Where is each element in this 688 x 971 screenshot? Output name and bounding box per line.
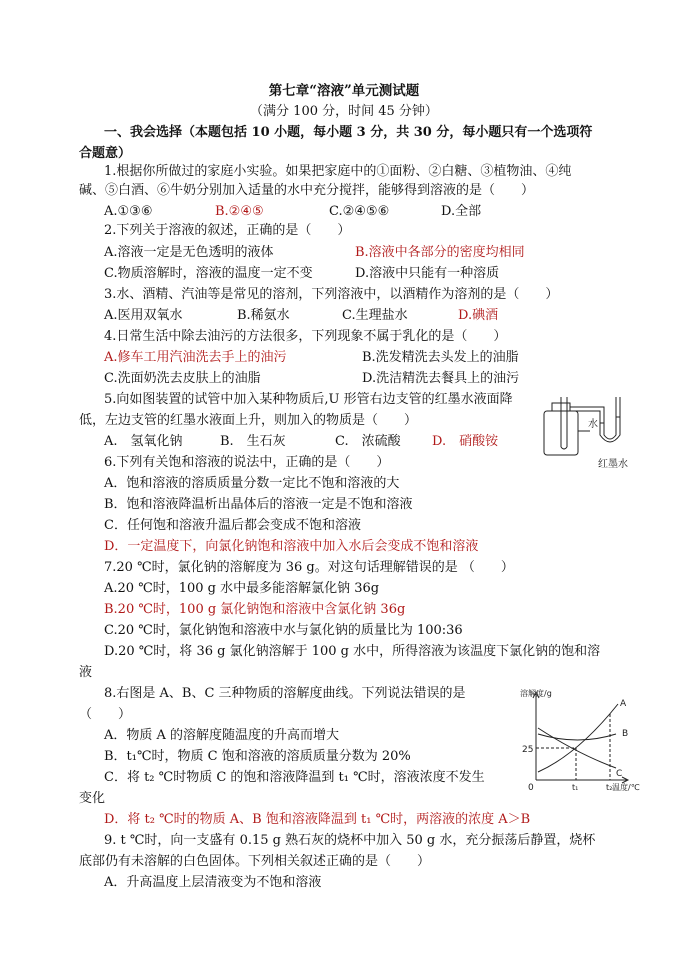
q7-option-b: B.20 ℃时，100 g 氯化钠饱和溶液中含氯化钠 36g [104, 602, 406, 617]
q8-option-a: A．物质 A 的溶解度随温度的升高而增大 [104, 728, 340, 743]
section-heading-line2: 合题意） [79, 146, 132, 161]
q3-option-d: D.碘酒 [458, 308, 499, 323]
curve-c [538, 728, 616, 768]
q2-option-c: C.物质溶解时，溶液的温度一定不变 [104, 266, 313, 281]
origin-label: 0 [528, 783, 534, 792]
q5-option-c: C. 浓硫酸 [335, 434, 401, 449]
test-tube-bottom [561, 447, 567, 449]
figure-label-red-ink: 红墨水 [598, 459, 628, 470]
q7-stem: 7.20 ℃时，氯化钠的溶解度为 36 g。对这句话理解错误的是 （ ） [104, 560, 514, 575]
curve-b-label: B [622, 729, 629, 739]
page-title: 第七章“溶液”单元测试题 [268, 83, 420, 99]
q7-option-a: A.20 ℃时，100 g 水中最多能溶解氯化钠 36g [104, 581, 380, 596]
q4-option-a: A.修车工用汽油洗去手上的油污 [104, 350, 287, 365]
q1-option-b: B.②④⑤ [215, 204, 264, 219]
q4-option-b: B.洗发精洗去头发上的油脂 [362, 350, 519, 365]
q2-option-d: D.溶液中只能有一种溶质 [355, 266, 500, 281]
q6-stem: 6.下列有关饱和溶液的说法中，正确的是（ ） [104, 455, 390, 470]
q1-option-a: A.①③⑥ [104, 204, 153, 219]
q5-option-a: A. 氢氧化钠 [104, 434, 183, 449]
q8-option-b: B．t₁℃时，物质 C 饱和溶液的溶质质量分数为 20% [104, 749, 411, 764]
q2-option-b: B.溶液中各部分的密度均相同 [355, 245, 525, 260]
q8-stem-line1: 8.右图是 A、B、C 三种物质的溶解度曲线。下列说法错误的是 [104, 686, 466, 701]
x-axis-label: 温度/℃ [612, 783, 640, 792]
q7-option-d-line1: D.20 ℃时，将 36 g 氯化钠溶解于 100 g 水中，所得溶液为该温度下氯化钠的饱和溶 [104, 644, 601, 659]
q1-option-d: D.全部 [441, 204, 482, 219]
q8-solubility-curve-figure [518, 684, 642, 792]
q8-option-c-line1: C．将 t₂ ℃时物质 C 的饱和溶液降温到 t₁ ℃时，溶液浓度不发生 [104, 770, 485, 785]
q3-option-c: C.生理盐水 [342, 308, 408, 323]
q3-stem: 3.水、酒精、汽油等是常见的溶剂，下列溶液中，以酒精作为溶剂的是（ ） [104, 287, 559, 302]
q5-option-b: B. 生石灰 [220, 434, 286, 449]
q3-option-b: B.稀氨水 [237, 308, 290, 323]
q5-apparatus-figure [538, 387, 634, 471]
q4-stem: 4.日常生活中除去油污的方法很多，下列现象不属于乳化的是（ ） [104, 329, 507, 344]
y-tick-25: 25 [522, 745, 534, 755]
curve-a-label: A [620, 699, 627, 709]
y-axis-label: 溶解度/g [520, 689, 552, 698]
q5-option-d: D. 硝酸铵 [432, 434, 499, 449]
q8-stem-line2: （ ） [79, 707, 132, 722]
q1-stem-line2: 碱、⑤白酒、⑥牛奶分别加入适量的水中充分搅拌，能够得到溶液的是（ ） [79, 183, 535, 198]
figure-label-water: 水 [588, 419, 598, 430]
q7-option-d-line2: 液 [79, 665, 93, 680]
q9-stem-line1: 9. t ℃时，向一支盛有 0.15 g 熟石灰的烧杯中加入 50 g 水，充分振荡后静置，烧杯 [104, 833, 596, 848]
q6-option-d: D．一定温度下，向氯化钠饱和溶液中加入水后会变成不饱和溶液 [104, 539, 479, 554]
curve-c-label: C [616, 769, 623, 779]
curve-a [538, 704, 618, 772]
page-subtitle: （满分 100 分，时间 45 分钟） [250, 104, 438, 119]
q8-option-c-line2: 变化 [79, 791, 106, 806]
q1-stem-line1: 1.根据你所做过的家庭小实验。如果把家庭中的①面粉、②白糖、③植物油、④纯 [104, 164, 572, 179]
x-tick-t1: t₁ [572, 783, 579, 792]
q4-option-c: C.洗面奶洗去皮肤上的油脂 [104, 371, 261, 386]
q6-option-a: A．饱和溶液的溶质质量分数一定比不饱和溶液的大 [104, 476, 400, 491]
q2-stem: 2.下列关于溶液的叙述，正确的是（ ） [104, 223, 351, 238]
q5-stem-line1: 5.向如图装置的试管中加入某种物质后,U 形管右边支管的红墨水液面降 [104, 392, 513, 407]
q1-option-c: C.②④⑤⑥ [329, 204, 390, 219]
q9-option-a: A．升高温度上层清液变为不饱和溶液 [104, 875, 322, 890]
q6-option-c: C．任何饱和溶液升温后都会变成不饱和溶液 [104, 518, 361, 533]
q5-stem-line2: 低，左边支管的红墨水液面上升，则加入的物质是（ ） [79, 413, 418, 428]
q4-option-d: D.洗洁精洗去餐具上的油污 [362, 371, 520, 386]
q2-option-a: A.溶液一定是无色透明的液体 [104, 245, 274, 260]
q9-stem-line2: 底部仍有未溶解的白色固体。下列相关叙述正确的是（ ） [79, 854, 431, 869]
q7-option-c: C.20 ℃时，氯化钠饱和溶液中水与氯化钠的质量比为 100:36 [104, 623, 463, 638]
u-tube-outer [570, 397, 616, 439]
q8-option-d: D．将 t₂ ℃时的物质 A、B 饱和溶液降温到 t₁ ℃时，两溶液的浓度 A＞B [104, 812, 531, 827]
section-heading-line1: 一、我会选择（本题包括 10 小题，每小题 3 分，共 30 分，每小题只有一个选项符 [104, 125, 593, 140]
x-tick-t2: t₂ [606, 783, 613, 792]
q3-option-a: A.医用双氧水 [104, 308, 183, 323]
q6-option-b: B．饱和溶液降温析出晶体后的溶液一定是不饱和溶液 [104, 497, 413, 512]
